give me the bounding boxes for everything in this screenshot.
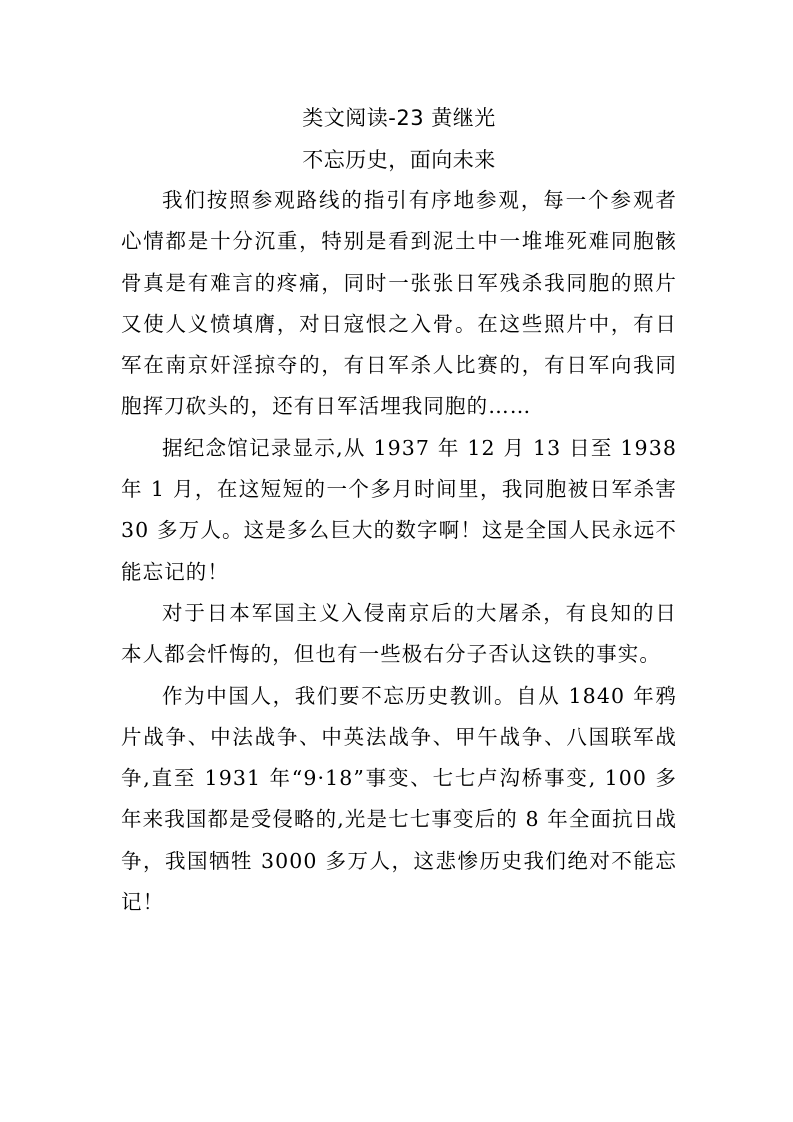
document-page [121, 100, 677, 923]
paragraph-history-lesson: 作为中国人，我们要不忘历史教训。自从 1840 年鸦片战争、中法战争、中英法战争、甲午战争、八国联军战争,直至 1931 年“9·18”事变、七七卢沟桥事变, 100 多年来我国都是受侵略的,光是七七事变后的 8 年全面抗日战争，我国牺牲 3000 多万人，这悲惨历史我们绝对不能忘记！ [121, 683, 677, 915]
paragraph-memorial-record: 据纪念馆记录显示,从 1937 年 12 月 13 日至 1938 年 1 月，在这短短的一个多月时间里，我同胞被日军杀害 30 多万人。这是多么巨大的数字啊！这是全国人民永远不能忘记的！ [121, 435, 677, 584]
document-title: 类文阅读-23 黄继光 [302, 106, 496, 130]
document-subtitle: 不忘历史，面向未来 [302, 148, 496, 172]
document-body [121, 180, 677, 923]
paragraph-japanese-attitude: 对于日本军国主义入侵南京后的大屠杀，有良知的日本人都会忏悔的，但也有一些极右分子否认这铁的事实。 [121, 600, 677, 667]
paragraph-visit: 我们按照参观路线的指引有序地参观，每一个参观者心情都是十分沉重，特别是看到泥土中一堆堆死难同胞骸骨真是有难言的疼痛，同时一张张日军残杀我同胞的照片又使人义愤填膺，对日寇恨之入骨。在这些照片中，有日军在南京奸淫掠夺的，有日军杀人比赛的，有日军向我同胞挥刀砍头的，还有日军活埋我同胞的…… [121, 188, 677, 419]
